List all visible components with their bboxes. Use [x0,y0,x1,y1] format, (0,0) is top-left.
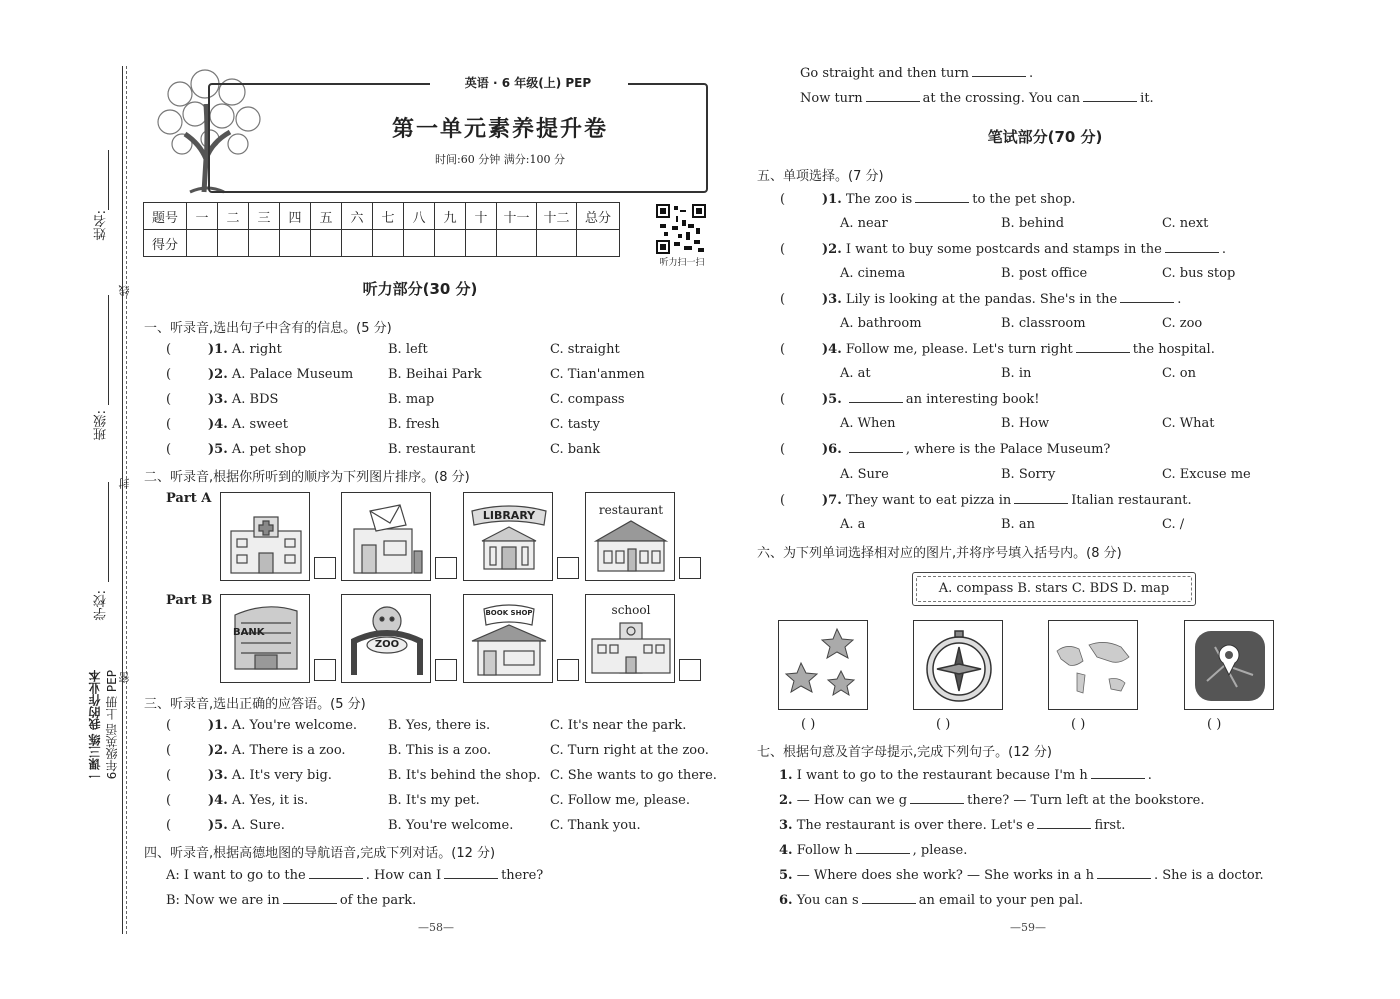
sec1-item-4: ( )4. A. sweet [166,417,288,432]
sec1-item-1: ( )1. A. right [166,342,282,357]
answer-blank[interactable] [1083,90,1137,102]
zoo-sign: ZOO [374,639,400,650]
sec5-option-c: C. next [1162,216,1209,231]
score-col: 十 [466,203,497,230]
score-total-label: 总分 [577,203,620,230]
sec5-option-b: B. in [1001,366,1032,381]
dialogue-continue-1: Go straight and then turn . [800,66,1034,81]
compass-picture [913,620,1003,710]
score-cell[interactable] [342,230,373,257]
score-cell[interactable] [373,230,404,257]
sec3-item-4: ( )4. A. Yes, it is. [166,793,309,808]
sec5-option-b: B. classroom [1001,316,1086,331]
listening-title: 听力部分(30 分) [362,280,478,298]
binding-dash-line [126,66,127,934]
sec3-option-b: B. Yes, there is. [388,718,491,733]
subject-label: 英语 · 6 年级(上) PEP [464,76,592,90]
answer-blank[interactable] [1097,867,1151,879]
score-cell[interactable] [537,230,577,257]
answer-blank[interactable] [849,441,903,453]
order-box[interactable] [557,557,579,579]
sec7-item-3: 3. The restaurant is over there. Let's e first. [779,818,1126,833]
sec5-option-c: C. What [1162,416,1215,431]
answer-blank[interactable] [283,892,337,904]
order-box[interactable] [314,557,336,579]
sec3-option-b: B. You're welcome. [388,818,514,833]
score-col: 十一 [497,203,537,230]
picture-answer-paren[interactable]: ( ) [801,717,816,732]
score-cell[interactable] [435,230,466,257]
exam-meta: 时间:60 分钟 满分:100 分 [435,153,565,166]
page-title: 第一单元素养提升卷 [391,116,608,142]
answer-blank[interactable] [849,391,903,403]
order-box[interactable] [679,659,701,681]
answer-blank[interactable] [866,90,920,102]
sec7-item-1: 1. I want to go to the restaurant because I'm h . [779,768,1152,783]
post-office-picture [341,492,431,581]
section-4-title: 四、听录音,根据高德地图的导航语音,完成下列对话。(12 分) [144,846,496,861]
sec5-option-a: A. near [840,216,888,231]
answer-blank[interactable] [856,842,910,854]
picture-answer-paren[interactable]: ( ) [936,717,951,732]
bds-picture [1184,620,1274,710]
sec3-item-2: ( )2. A. There is a zoo. [166,743,346,758]
sec7-item-6: 6. You can s an email to your pen pal. [779,893,1084,908]
library-sign: LIBRARY [482,509,536,522]
restaurant-picture [585,492,675,581]
order-box[interactable] [557,659,579,681]
stars-picture [778,620,868,710]
part-a-label: Part A [166,491,212,506]
sec3-option-c: C. Thank you. [550,818,641,833]
sec5-option-a: A. at [840,366,871,381]
sec5-option-c: C. on [1162,366,1196,381]
page-number-right: —59— [1010,921,1046,934]
sec7-item-2: 2. — How can we g there? — Turn left at the bookstore. [779,793,1205,808]
hospital-picture [220,492,310,581]
sec7-item-4: 4. Follow h , please. [779,843,968,858]
sec1-item-2: ( )2. A. Palace Museum [166,367,354,382]
sec5-item-1: ( )1. The zoo is to the pet shop. [780,192,1076,207]
sec5-item-3: ( )3. Lily is looking at the pandas. She's in the . [780,292,1182,307]
answer-blank[interactable] [1091,767,1145,779]
score-cell[interactable] [187,230,218,257]
sec3-option-c: C. Follow me, please. [550,793,690,808]
part-b-label: Part B [166,593,213,608]
picture-answer-paren[interactable]: ( ) [1207,717,1222,732]
sec3-item-5: ( )5. A. Sure. [166,818,285,833]
answer-blank[interactable] [910,792,964,804]
school-picture [585,594,675,683]
sec7-item-5: 5. — Where does she work? — She works in a h . She is a doctor. [779,868,1264,883]
word-bank [912,572,1196,606]
sec3-option-c: C. She wants to go there. [550,768,717,783]
dialogue-continue-2: Now turn at the crossing. You can it. [800,91,1154,106]
name-label: 姓名: [94,210,109,241]
section-5-title: 五、单项选择。(7 分) [757,169,884,184]
sec5-option-a: A. a [840,517,866,532]
answer-blank[interactable] [972,65,1026,77]
sec3-option-b: B. This is a zoo. [388,743,492,758]
zoo-picture [341,594,431,683]
order-box[interactable] [679,557,701,579]
score-col: 七 [373,203,404,230]
score-col: 九 [435,203,466,230]
sec5-option-c: C. / [1162,517,1185,532]
score-cell[interactable] [404,230,435,257]
sec1-item-5: ( )5. A. pet shop [166,442,307,457]
score-col: 六 [342,203,373,230]
sec5-option-b: B. behind [1001,216,1065,231]
score-col: 十二 [537,203,577,230]
score-cell[interactable] [249,230,280,257]
score-col: 五 [311,203,342,230]
bookshop-sign: BOOK SHOP [485,609,533,617]
book-sub: 6年级英语 上册 PEP [105,670,119,780]
sec1-option-b: B. map [388,392,435,407]
secret-mark: 密 [118,672,131,683]
qr-code[interactable] [656,204,706,254]
sec5-option-b: B. post office [1001,266,1088,281]
bookshop-picture [463,594,553,683]
picture-answer-paren[interactable]: ( ) [1071,717,1086,732]
school-field[interactable] [108,482,109,582]
score-row-label: 得分 [144,230,187,257]
sec1-option-c: C. compass [550,392,625,407]
score-table [143,202,620,257]
sec1-option-b: B. fresh [388,417,440,432]
seal-mark: 封 [118,478,131,489]
sec1-option-b: B. restaurant [388,442,476,457]
class-label: 班级: [94,410,109,441]
section-7-title: 七、根据句意及首字母提示,完成下列句子。(12 分) [757,745,1052,760]
section-6-title: 六、为下列单词选择相对应的图片,并将序号填入括号内。(8 分) [757,546,1122,561]
dialogue-line-b: B: Now we are in of the park. [166,893,417,908]
answer-blank[interactable] [1165,241,1219,253]
book-brand: 一课三练 我的作业本 [88,670,102,783]
school-sign: school [611,603,651,617]
writing-title: 笔试部分(70 分) [987,128,1103,146]
score-head-label: 题号 [144,203,187,230]
sec1-item-3: ( )3. A. BDS [166,392,279,407]
sec5-item-2: ( )2. I want to buy some postcards and stamps in the . [780,242,1226,257]
sec1-option-c: C. tasty [550,417,600,432]
dialogue-line-a: A: I want to go to the . How can I there? [166,868,544,883]
school-label: 学校: [94,590,109,621]
sec5-option-a: A. Sure [840,467,889,482]
sec1-option-c: C. bank [550,442,601,457]
answer-blank[interactable] [1014,492,1068,504]
restaurant-sign: restaurant [598,503,664,517]
bank-picture [220,594,310,683]
line-mark: 线 [118,285,131,296]
answer-blank[interactable] [309,867,363,879]
sec5-option-c: C. zoo [1162,316,1203,331]
class-field[interactable] [108,295,109,405]
sec1-option-c: C. Tian'anmen [550,367,645,382]
sec5-option-b: B. Sorry [1001,467,1056,482]
sec5-item-7: ( )7. They want to eat pizza in Italian restaurant. [780,493,1192,508]
order-box[interactable] [314,659,336,681]
section-2-title: 二、听录音,根据你所听到的顺序为下列图片排序。(8 分) [144,470,470,485]
sec5-item-6: ( )6. , where is the Palace Museum? [780,442,1111,457]
sec3-option-b: B. It's my pet. [388,793,480,808]
word-bank-text: A. compass B. stars C. BDS D. map [938,581,1170,596]
score-col: 二 [218,203,249,230]
answer-blank[interactable] [1076,341,1130,353]
score-cell[interactable] [497,230,537,257]
score-cell[interactable] [311,230,342,257]
sec3-option-c: C. It's near the park. [550,718,687,733]
answer-blank[interactable] [1037,817,1091,829]
sec5-option-a: A. When [840,416,896,431]
score-cell[interactable] [280,230,311,257]
sec5-option-b: B. an [1001,517,1035,532]
page-number-left: —58— [418,921,454,934]
sec5-option-a: A. cinema [840,266,906,281]
sec1-option-c: C. straight [550,342,620,357]
binding-line [122,66,123,934]
sec3-item-1: ( )1. A. You're welcome. [166,718,358,733]
bank-sign: BANK [233,627,265,638]
answer-blank[interactable] [862,892,916,904]
score-cell[interactable] [218,230,249,257]
sec1-option-b: B. Beihai Park [388,367,482,382]
score-col: 八 [404,203,435,230]
name-field[interactable] [108,150,109,210]
sec3-option-b: B. It's behind the shop. [388,768,541,783]
sec5-item-4: ( )4. Follow me, please. Let's turn right the hospital. [780,342,1215,357]
score-col: 一 [187,203,218,230]
sec5-option-c: C. Excuse me [1162,467,1251,482]
answer-blank[interactable] [915,191,969,203]
section-3-title: 三、听录音,选出正确的应答语。(5 分) [144,697,366,712]
map-picture [1048,620,1138,710]
sec3-option-c: C. Turn right at the zoo. [550,743,709,758]
sec1-option-b: B. left [388,342,428,357]
sec5-item-5: ( )5. an interesting book! [780,392,1040,407]
sec3-item-3: ( )3. A. It's very big. [166,768,332,783]
order-box[interactable] [435,659,457,681]
answer-blank[interactable] [1120,291,1174,303]
sec5-option-c: C. bus stop [1162,266,1236,281]
answer-blank[interactable] [444,867,498,879]
score-cell[interactable] [577,230,620,257]
order-box[interactable] [435,557,457,579]
library-picture [463,492,553,581]
score-col: 三 [249,203,280,230]
score-col: 四 [280,203,311,230]
section-1-title: 一、听录音,选出句子中含有的信息。(5 分) [144,321,392,336]
sec5-option-b: B. How [1001,416,1050,431]
sec5-option-a: A. bathroom [840,316,922,331]
qr-caption: 听力扫一扫 [659,258,705,268]
score-cell[interactable] [466,230,497,257]
